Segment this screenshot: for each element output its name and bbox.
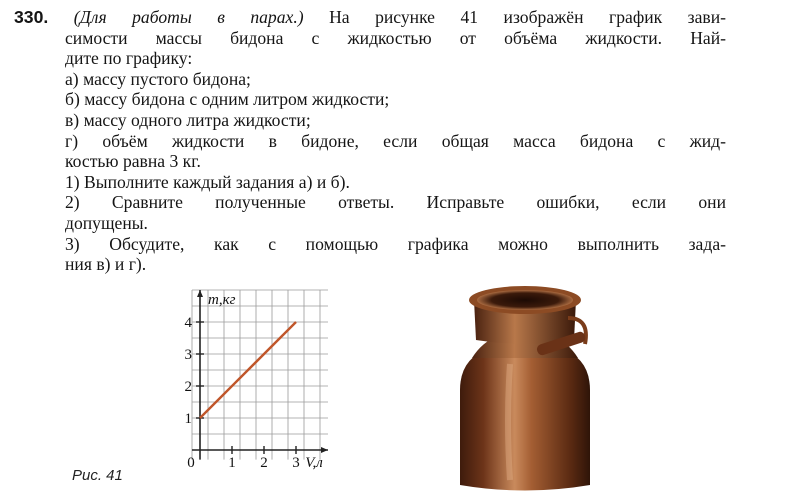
subtask-g: г) объём жидкости в бидоне, если общая масса бидона с жид- xyxy=(65,130,726,151)
group-note: (Для работы в парах.) xyxy=(73,7,304,27)
y-tick-label: 1 xyxy=(184,411,192,427)
y-tick-label: 2 xyxy=(184,379,192,395)
milk-can-image xyxy=(440,280,610,494)
y-axis-label: m,кг xyxy=(208,292,236,308)
step-3: 3) Обсудите, как с помощью графика можно выполнить зада- xyxy=(65,233,726,254)
step-1: 1) Выполните каждый задания а) и б). xyxy=(65,171,350,192)
subtask-b: б) массу бидона с одним литром жидкости; xyxy=(65,89,390,110)
x-axis-arrow xyxy=(321,447,328,453)
milk-can-photo xyxy=(440,280,610,494)
subtask-v: в) массу одного литра жидкости; xyxy=(65,109,311,130)
task-text-line: дите по графику: xyxy=(65,48,193,69)
x-tick-label: 1 xyxy=(228,455,236,471)
x-tick-label: 0 xyxy=(187,455,195,471)
graph-figure xyxy=(148,285,358,485)
step-2: 2) Сравните полученные ответы. Исправьте ошибки, если они xyxy=(65,192,726,213)
step-3-cont: ния в) и г). xyxy=(65,254,147,275)
can-opening xyxy=(477,290,573,310)
subtask-a: а) массу пустого бидона; xyxy=(65,68,251,89)
subtask-g-cont: костью равна 3 кг. xyxy=(65,151,201,172)
y-tick-label: 3 xyxy=(184,347,192,363)
x-axis-label: V,л xyxy=(305,455,323,471)
y-tick-label: 4 xyxy=(184,315,192,331)
task-text-line: На рисунке 41 изображён график зави- xyxy=(329,7,727,27)
mass-volume-graph xyxy=(148,285,358,485)
can-body xyxy=(460,348,590,491)
task-text-line: симости массы бидона с жидкостью от объёма жидкости. Най- xyxy=(65,27,726,48)
task-330 xyxy=(14,7,726,275)
y-axis-arrow xyxy=(197,290,203,297)
x-tick-label: 3 xyxy=(292,455,300,471)
can-highlight xyxy=(508,364,510,480)
x-tick-label: 2 xyxy=(260,455,268,471)
task-number: 330. xyxy=(14,7,49,27)
figure-caption: Рис. 41 xyxy=(72,467,123,484)
step-2-cont: допущены. xyxy=(65,212,148,233)
task-line-1 xyxy=(14,7,726,28)
